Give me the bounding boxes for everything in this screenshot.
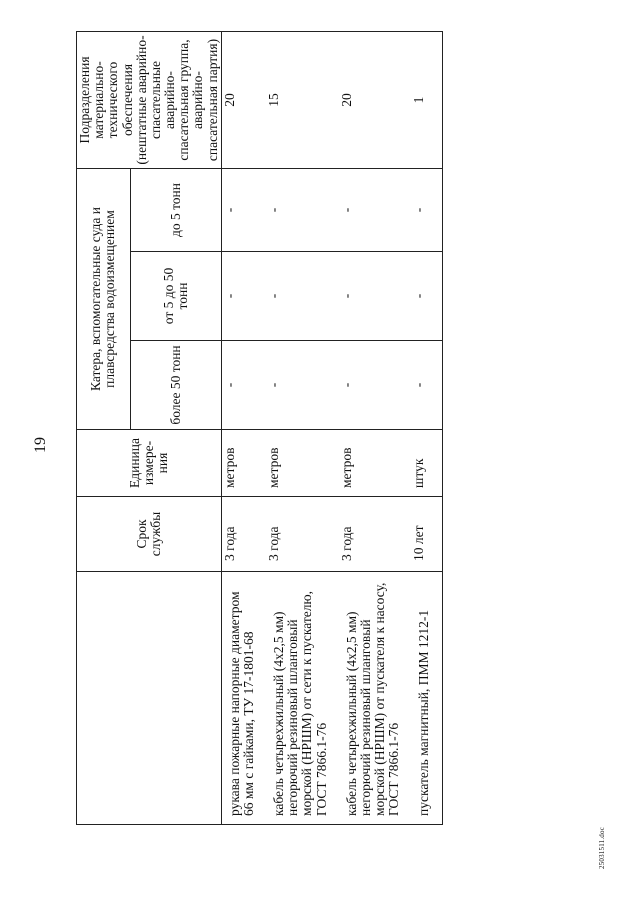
- footer-filename: 25031511.doc: [598, 827, 606, 869]
- row-up-to-5: -: [411, 169, 442, 252]
- header-vessels: Катера, вспомогательные суда и плавсредства водоизмещением: [77, 169, 131, 430]
- row-division: 20: [339, 32, 412, 169]
- table-row: [221, 32, 266, 825]
- row-5-50: -: [411, 252, 442, 341]
- header-division: Подразделения материально-технического обеспечения (нештатные аварийно-спасательные аварийно-спасательная группа, аварийно-спасательная партия): [77, 32, 222, 169]
- table-row: [339, 32, 412, 825]
- row-item: кабель четырехжильный (4х2,5 мм) негорючий резиновый шланговый морской (НРШМ) от пускателя к насосу, ГОСТ 7866.1-76: [339, 572, 412, 825]
- row-term: 3 года: [266, 497, 339, 572]
- page-number: 19: [32, 437, 49, 453]
- row-over-50: -: [411, 341, 442, 430]
- row-division: 20: [221, 32, 266, 169]
- row-up-to-5: -: [266, 169, 339, 252]
- row-term: 3 года: [221, 497, 266, 572]
- header-up-to-5: до 5 тонн: [130, 169, 221, 252]
- row-5-50: -: [221, 252, 266, 341]
- table-row: [411, 32, 442, 825]
- row-over-50: -: [266, 341, 339, 430]
- header-item-blank: [77, 572, 222, 825]
- row-5-50: -: [266, 252, 339, 341]
- header-over-50: более 50 тонн: [130, 341, 221, 430]
- header-5-50: от 5 до 50 тонн: [130, 252, 221, 341]
- header-term: Срок службы: [77, 497, 222, 572]
- row-item: рукава пожарные напорные диаметром 66 мм с гайками, ТУ 17-1801-68: [221, 572, 266, 825]
- row-item: кабель четырехжильный (4х2,5 мм) негорючий резиновый шланговый морской (НРШМ) от сети к пускателю, ГОСТ 7866.1-76: [266, 572, 339, 825]
- row-5-50: -: [339, 252, 412, 341]
- row-over-50: -: [339, 341, 412, 430]
- table-row: [266, 32, 339, 825]
- supply-table: [76, 31, 443, 825]
- row-up-to-5: -: [339, 169, 412, 252]
- row-over-50: -: [221, 341, 266, 430]
- row-unit: штук: [411, 430, 442, 497]
- row-division: 15: [266, 32, 339, 169]
- row-item: пускатель магнитный, ПММ 1212-1: [411, 572, 442, 825]
- row-term: 3 года: [339, 497, 412, 572]
- row-unit: метров: [221, 430, 266, 497]
- header-unit: Единица измере-ния: [77, 430, 222, 497]
- row-up-to-5: -: [221, 169, 266, 252]
- row-unit: метров: [339, 430, 412, 497]
- row-division: 1: [411, 32, 442, 169]
- row-term: 10 лет: [411, 497, 442, 572]
- row-unit: метров: [266, 430, 339, 497]
